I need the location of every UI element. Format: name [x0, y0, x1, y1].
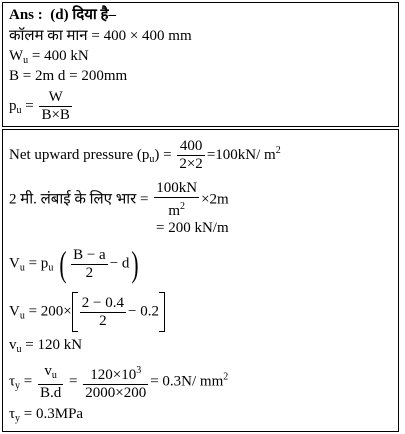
net-subscript: u: [149, 153, 155, 165]
vu1-denominator: 2: [85, 264, 94, 281]
right-paren: ): [131, 244, 140, 284]
net-denominator: 2×2: [179, 156, 203, 172]
vu3-symbol: v: [9, 337, 17, 353]
tau2-symbol: τ: [9, 406, 16, 422]
load-multiplier: ×2m: [201, 191, 229, 208]
pu-subscript: u: [16, 104, 22, 116]
vu1-symbol: V: [9, 255, 20, 272]
net-label: Net upward pressure (p: [9, 146, 150, 163]
column-size-line: कॉलम का मान = 400 × 400 mm: [9, 28, 192, 44]
right-bracket: [159, 292, 165, 332]
load-label: 2 मी. लंबाई के लिए भार =: [9, 191, 149, 208]
net-numerator: 400: [177, 138, 204, 156]
pu-fraction: [39, 89, 71, 124]
pu-denominator: B×B: [41, 107, 70, 123]
vu2-tail: − 0.2: [127, 303, 159, 320]
net-result: =100kN/ m: [206, 146, 276, 163]
vu3-value: = 120 kN: [25, 337, 83, 353]
answer-label: Ans :: [9, 7, 43, 23]
shear-substitution-line: $V_u = 200\times$ $\frac{2 - 0.4}{2}$ − 0.2: [9, 292, 165, 332]
load-numerator: 100kN: [156, 180, 198, 196]
shear-result-line: $v_u = 120$ kN: [9, 337, 83, 355]
tau-fraction-2: $\frac{120\times 10^3}{2000\times 200}$: [83, 362, 148, 402]
pu-equals: =: [25, 97, 34, 114]
vu2-equals: = 200×: [28, 303, 72, 320]
net-fraction: [177, 138, 204, 173]
answer-choice: (d) दिया है–: [50, 7, 116, 23]
vu1-fraction: [71, 247, 108, 282]
wu-value: = 400 kN: [31, 48, 89, 64]
load-wu-line: [9, 48, 89, 69]
left-bracket: [72, 292, 78, 332]
vu2-symbol: V: [9, 303, 20, 320]
left-paren: (: [59, 244, 67, 284]
dimensions-line: B = 2m d = 200mm: [9, 68, 128, 84]
net-superscript: 2: [275, 144, 281, 156]
pu-numerator: W: [39, 89, 71, 107]
tau-symbol: τ: [9, 373, 16, 390]
load-result: = 200 kN/m: [156, 220, 229, 236]
load-fraction: [154, 180, 199, 220]
wu-symbol: W: [9, 48, 24, 64]
tau-result: = 0.3N/ mm: [150, 373, 224, 390]
net-close: ) =: [154, 146, 172, 163]
net-pressure-line: [9, 138, 281, 173]
shear-stress-mpa-line: $\tau_y = 0.3MPa$: [9, 406, 84, 424]
vu1-tail: − d: [109, 255, 130, 272]
wu-subscript: u: [23, 55, 29, 66]
vu2-denominator: 2: [99, 312, 107, 329]
shear-formula-line: $V_u = p_u$ ( $\frac{B - a}{2}$ − d): [9, 244, 140, 284]
calculation-box: [2, 129, 399, 432]
vu2-fraction: [80, 295, 126, 330]
load-denominator: $m^2$: [168, 201, 185, 219]
shear-stress-line: $\tau_y$ = $\frac{v_u}{B.d}$ = $\frac{120\times 10^3}{2000\times 200}$ = 0.3N/ $mm^2$: [9, 362, 229, 401]
vu1-numerator: B − a: [73, 246, 106, 263]
answer-line: [9, 7, 116, 24]
vu2-numerator: 2 − 0.4: [81, 294, 124, 311]
load-per-length-line: [9, 180, 229, 220]
pu-symbol: p: [9, 97, 17, 114]
tau2-value: = 0.3MPa: [23, 406, 84, 422]
given-data-box: [2, 2, 399, 127]
pressure-formula-line: [9, 89, 74, 124]
vu1-equals: = p: [28, 255, 49, 272]
tau-fraction-1: $\frac{v_u}{B.d}$: [40, 362, 62, 401]
